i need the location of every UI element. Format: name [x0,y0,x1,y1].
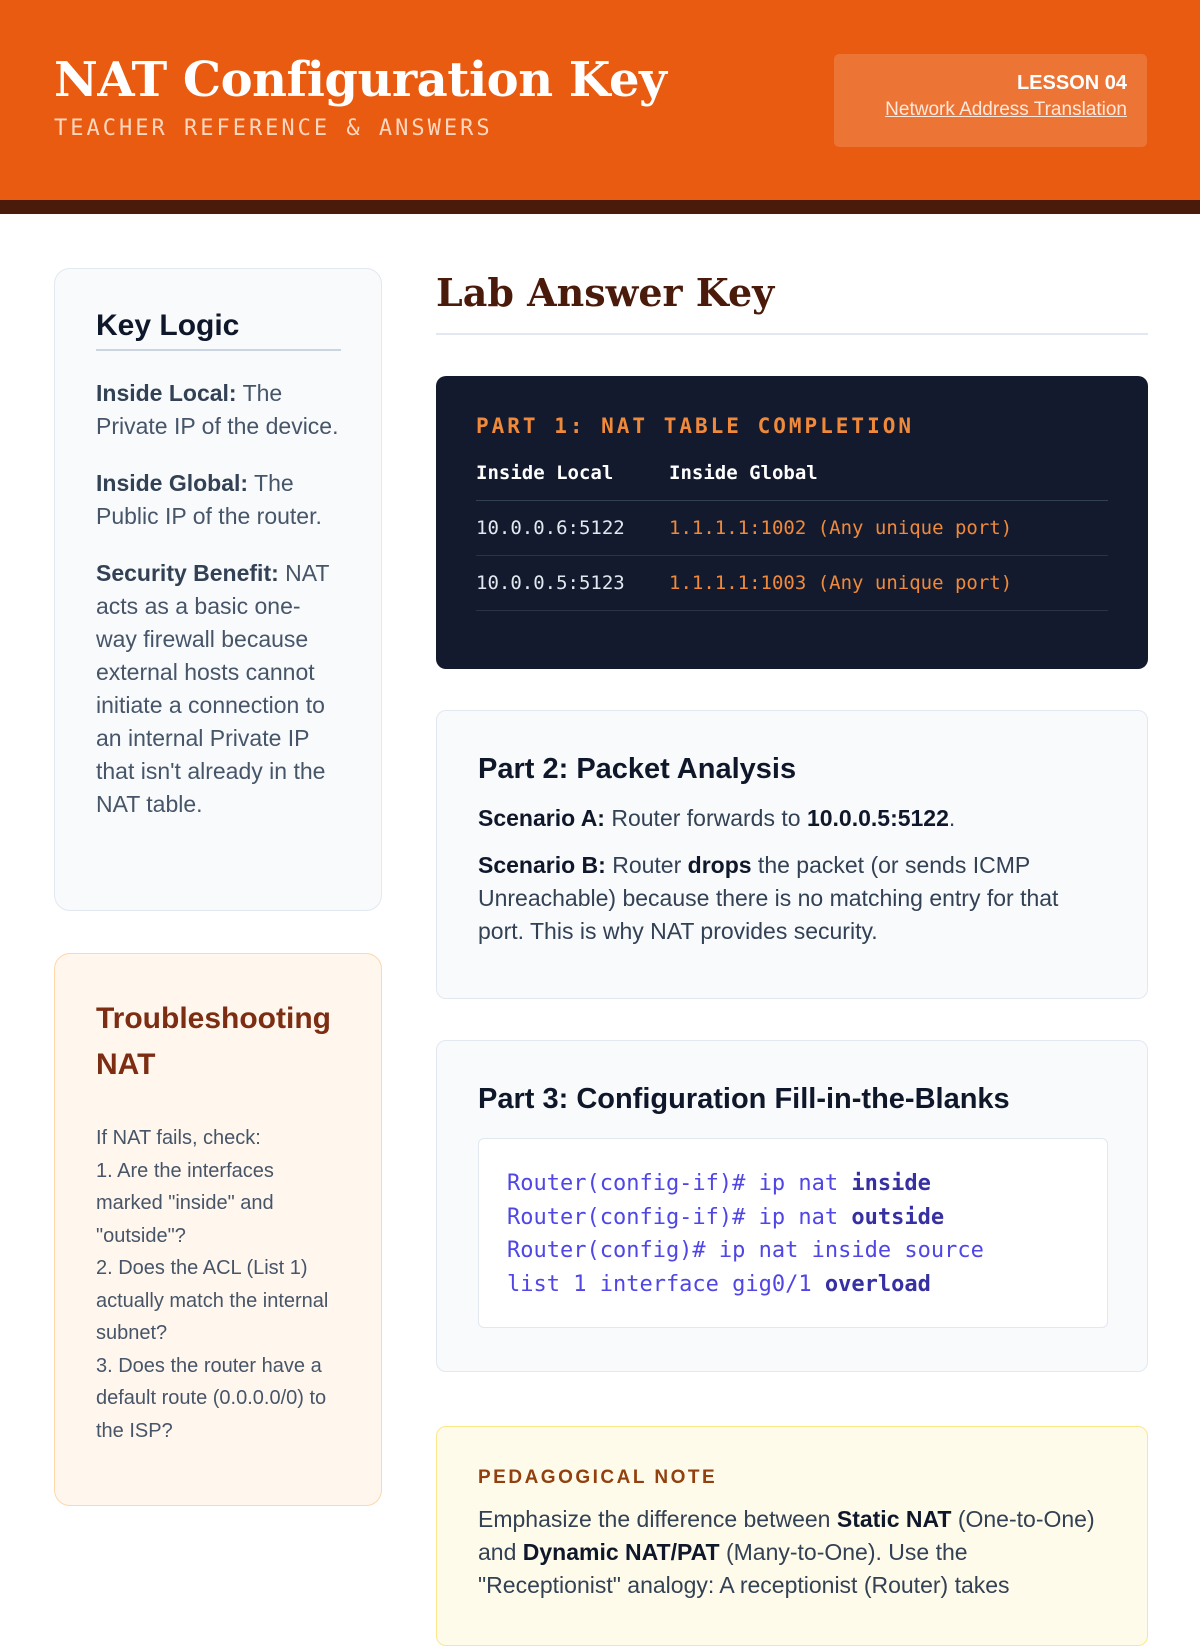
troubleshooting-card [54,953,382,1506]
key-logic-title: Key Logic [96,309,341,351]
scenario-b-text: Router [605,852,688,878]
troubleshooting-step: 1. Are the interfaces marked "inside" and "outside"? [96,1159,274,1247]
logic-term: Inside Global: [96,470,249,496]
code-line [507,1201,1107,1235]
page-subtitle: TEACHER REFERENCE & ANSWERS [54,116,493,141]
code-answer: inside [851,1171,931,1196]
scenario-a-end: . [948,805,956,831]
part2-title: Part 2: Packet Analysis [478,753,797,785]
scenario-a-label: Scenario A: [478,805,605,831]
lesson-topic-link[interactable]: Network Address Translation [885,99,1127,120]
scenario-b-text: the packet (or sends ICMP Unreachable) because there is no matching entry for that port. This is why NAT provides security. [478,852,1059,944]
inside-global-cell: 1.1.1.1:1003 (Any unique port) [669,555,1108,610]
page-header [0,0,1200,200]
logic-term: Inside Local: [96,380,237,406]
note-text-part: (One-to-One) and [478,1506,1095,1565]
note-label: PEDAGOGICAL NOTE [478,1467,718,1488]
scenario-b-drops: drops [687,852,752,878]
note-text-part: Emphasize the difference between [478,1506,837,1532]
inside-global-cell: 1.1.1.1:1002 (Any unique port) [669,500,1108,555]
scenario-b [478,849,1106,948]
troubleshooting-intro: If NAT fails, check: [96,1127,261,1149]
nat-table-card [436,376,1148,669]
code-answer: outside [851,1204,945,1230]
code-text: list 1 interface gig0/1 [507,1271,825,1297]
code-answer: overload [824,1271,931,1297]
logic-item [96,467,341,533]
logic-text: The Private IP of the device. [96,380,339,439]
lab-answer-key-title: Lab Answer Key [436,270,775,315]
part3-title: Part 3: Configuration Fill-in-the-Blanks [478,1083,1010,1115]
header-divider [0,200,1200,214]
lesson-number: LESSON 04 [1016,72,1127,94]
pedagogical-note-card [436,1426,1148,1646]
scenario-b-label: Scenario B: [478,852,606,878]
column-header-inside-global: Inside Global [669,462,1108,500]
troubleshooting-step: 2. Does the ACL (List 1) actually match the internal subnet? [96,1257,329,1344]
config-card [436,1040,1148,1372]
logic-term: Security Benefit: [96,560,279,586]
table-row [476,555,1108,610]
nat-table [476,462,1108,611]
config-code-block [478,1138,1108,1328]
lesson-badge [834,54,1147,147]
column-header-inside-local: Inside Local [476,462,669,500]
scenario-a-address: 10.0.0.5:5122 [806,805,949,831]
code-text: Router(config-if)# ip nat [507,1171,852,1196]
logic-text: NAT acts as a basic one-way firewall because external hosts cannot initiate a connection to an internal Private IP that isn't already in the NAT table. [96,560,330,817]
title-divider [436,333,1148,335]
note-term: Dynamic NAT/PAT [522,1539,720,1565]
inside-local-cell: 10.0.0.5:5123 [476,555,669,610]
inside-local-cell: 10.0.0.6:5122 [476,500,669,555]
code-line [507,1167,1107,1201]
note-term: Static NAT [836,1506,952,1532]
logic-item [96,377,341,443]
part1-title: PART 1: NAT TABLE COMPLETION [476,414,915,438]
code-line: Router(config)# ip nat inside source [507,1238,984,1263]
logic-item [96,557,341,821]
troubleshooting-step: 3. Does the router have a default route (0.0.0.0/0) to the ISP? [96,1354,327,1442]
page-title: NAT Configuration Key [54,52,667,108]
key-logic-card [54,268,382,911]
code-text: Router(config-if)# ip nat [507,1204,852,1230]
scenario-a [478,802,1106,835]
note-text [478,1503,1106,1602]
table-row [476,500,1108,555]
packet-analysis-card [436,710,1148,999]
code-line [507,1268,1107,1302]
note-text-part: (Many-to-One). Use the "Receptionist" analogy: A receptionist (Router) takes [478,1539,1010,1598]
scenario-a-text: Router forwards to [604,805,807,831]
logic-text: The Public IP of the router. [96,470,322,529]
table-header-row [476,462,1108,500]
troubleshooting-title: Troubleshooting NAT [96,1002,331,1081]
